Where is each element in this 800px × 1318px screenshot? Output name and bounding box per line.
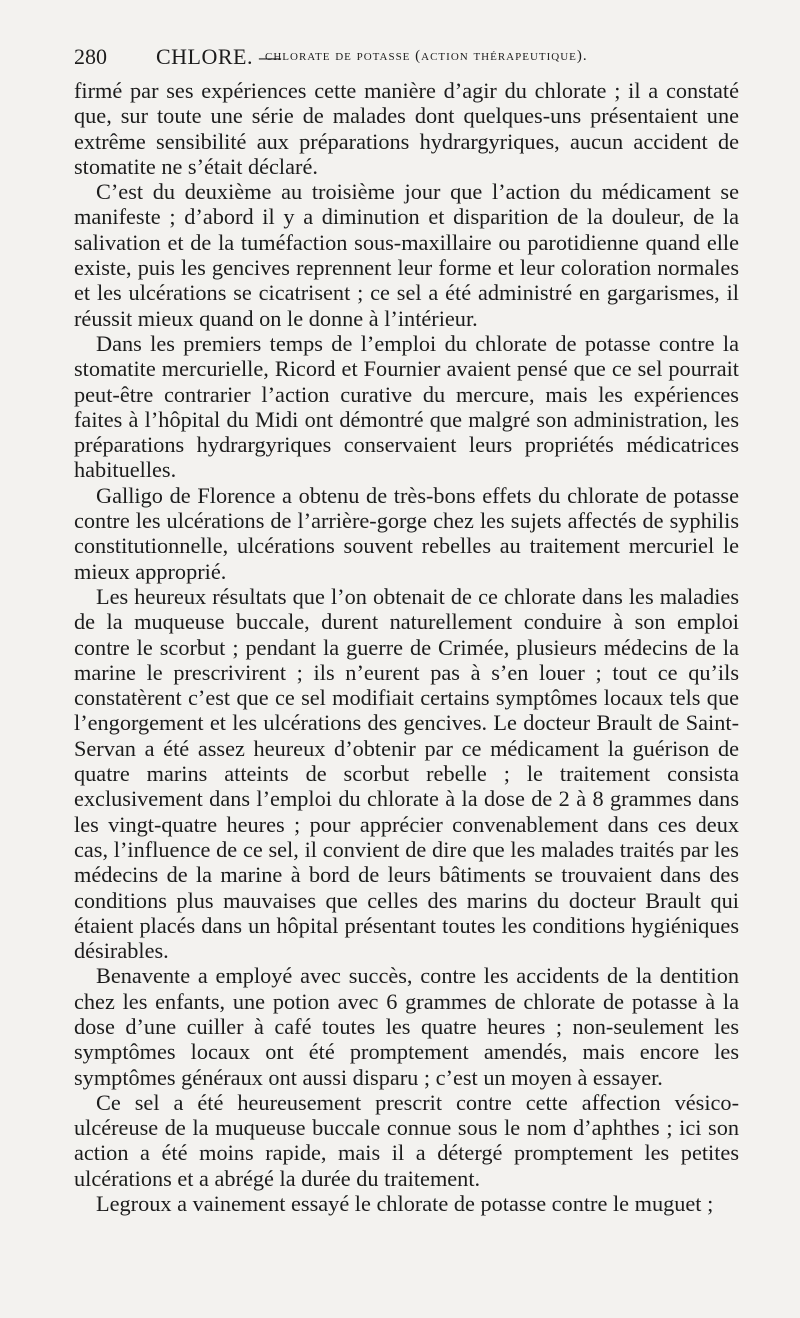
- page-number: 280: [74, 44, 107, 69]
- paragraph-continued: firmé par ses expériences cette manière d’agir du chlorate ; il a constaté que, sur toute une série de malades dont quelques-uns présentaient une extrême sensibilité aux préparations hydrargyriques, aucun accident de stomatite ne s’était déclaré.: [74, 78, 739, 179]
- paragraph: Legroux a vainement essayé le chlorate de potasse contre le muguet ;: [96, 1191, 714, 1217]
- running-header: [74, 40, 744, 72]
- paragraph: Galligo de Florence a obtenu de très-bons effets du chlorate de potasse contre les ulcérations de l’arrière-gorge chez les sujets affectés de syphilis constitutionnelle, ulcérations souvent rebelles au traitement mercuriel le mieux approprié.: [74, 482, 739, 584]
- paragraph: Dans les premiers temps de l’emploi du chlorate de potasse contre la stomatite mercurielle, Ricord et Fournier avaient pensé que ce sel pourrait peut-être contrarier l’action curative du mercure, mais les expériences faites à l’hôpital du Midi ont démontré que malgré son administration, les préparations hydrargyriques conservaient leurs propriétés médicatrices habituelles.: [74, 330, 739, 483]
- chapter-title: CHLORE. —: [156, 44, 282, 69]
- section-subtitle: chlorate de potasse (action thérapeutique).: [265, 48, 588, 64]
- body-text: [74, 78, 739, 1216]
- paragraph: C’est du deuxième au troisième jour que l’action du médicament se manifeste ; d’abord il y a diminution et disparition de la douleur, de la salivation et de la tuméfaction sous-maxillaire ou parotidienne quand elle existe, puis les gencives reprennent leur forme et leur coloration normales et les ulcérations se cicatrisent ; ce sel a été administré en gargarismes, il réussit mieux quand on le donne à l’intérieur.: [74, 179, 739, 331]
- paragraph: Ce sel a été heureusement prescrit contre cette affection vésico-ulcéreuse de la muqueuse buccale connue sous le nom d’aphthes ; ici son action a été moins rapide, mais il a détergé promptement les petites ulcérations et a abrégé la durée du traitement.: [74, 1089, 739, 1191]
- paragraph: Benavente a employé avec succès, contre les accidents de la dentition chez les enfants, une potion avec 6 grammes de chlorate de potasse à la dose d’une cuiller à café toutes les quatre heures ; non-seulement les symptômes locaux ont été promptement amendés, mais encore les symptômes généraux ont aussi disparu ; c’est un moyen à essayer.: [74, 963, 739, 1090]
- paragraph: Les heureux résultats que l’on obtenait de ce chlorate dans les maladies de la muqueuse buccale, durent naturellement conduire à son emploi contre le scorbut ; pendant la guerre de Crimée, plusieurs médecins de la marine le prescrivirent ; ils n’eurent pas à s’en louer ; tout ce qu’ils constatèrent c’est que ce sel modifiait certains symptômes locaux tels que l’engorgement et les ulcérations des gencives. Le docteur Brault de Saint-Servan a été assez heureux d’obtenir par ce médicament la guérison de quatre marins atteints de scorbut rebelle ; le traitement consista exclusivement dans l’emploi du chlorate à la dose de 2 à 8 grammes dans les vingt-quatre heures ; pour apprécier convenablement dans ces deux cas, l’influence de ce sel, il convient de dire que les malades traités par les médecins de la marine à bord de leurs bâtiments se trouvaient dans des conditions plus mauvaises que celles des marins du docteur Brault qui étaient placés dans un hôpital présentant toutes les conditions hygiéniques désirables.: [74, 583, 739, 964]
